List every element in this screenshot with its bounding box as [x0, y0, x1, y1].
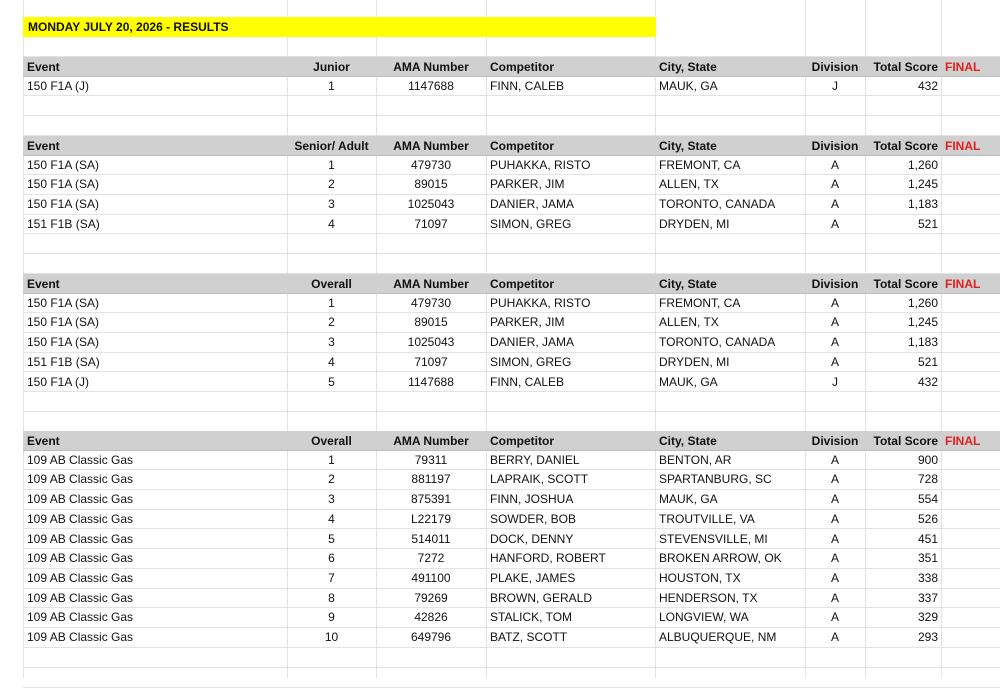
table-row — [23, 589, 1000, 609]
header-division[interactable]: Division — [811, 277, 859, 291]
cell-division[interactable]: A — [830, 492, 839, 507]
table-row — [23, 294, 1000, 314]
header-place[interactable]: Overall — [311, 434, 352, 448]
cell-division[interactable]: A — [830, 511, 839, 526]
empty-row — [23, 234, 1000, 254]
cell-city-state[interactable]: BROKEN ARROW, OK — [659, 551, 782, 566]
cell-event[interactable]: 151 F1B (SA) — [27, 216, 100, 231]
header-ama-number[interactable]: AMA Number — [393, 60, 469, 74]
header-ama-number[interactable]: AMA Number — [393, 434, 469, 448]
cell-total-score[interactable]: 1,260 — [907, 157, 938, 172]
cell-city-state[interactable]: STEVENSVILLE, MI — [659, 531, 768, 546]
cell-ama-number[interactable]: 1147688 — [408, 78, 454, 93]
cell-event[interactable]: 109 AB Classic Gas — [27, 570, 134, 585]
cell-total-score[interactable]: 526 — [917, 511, 938, 526]
header-competitor[interactable]: Competitor — [490, 139, 554, 153]
table-header-row — [23, 136, 1000, 156]
cell-city-state[interactable]: TROUTVILLE, VA — [659, 511, 755, 526]
cell-ama-number[interactable]: 79269 — [414, 590, 448, 605]
empty-row — [23, 96, 1000, 116]
cell-place[interactable]: 9 — [328, 610, 335, 625]
cell-event[interactable]: 109 AB Classic Gas — [27, 590, 134, 605]
table-header-row — [23, 274, 1000, 294]
cell-city-state[interactable]: FREMONT, CA — [659, 295, 741, 310]
cell-place[interactable]: 1 — [328, 295, 335, 310]
cell-place[interactable]: 3 — [328, 197, 335, 212]
empty-row — [23, 254, 1000, 274]
table-header-row — [23, 431, 1000, 451]
header-final[interactable]: FINAL — [945, 139, 981, 153]
header-city-state[interactable]: City, State — [659, 434, 717, 448]
cell-total-score[interactable]: 432 — [917, 374, 938, 389]
header-event[interactable]: Event — [27, 434, 60, 448]
table-row — [23, 353, 1000, 373]
table-row — [23, 569, 1000, 589]
table-header-row — [23, 57, 1000, 77]
cell-city-state[interactable]: MAUK, GA — [659, 492, 718, 507]
cell-place[interactable]: 8 — [328, 590, 335, 605]
cell-ama-number[interactable]: 875391 — [410, 492, 452, 507]
table-row — [23, 333, 1000, 353]
cell-total-score[interactable]: 900 — [917, 452, 938, 467]
cell-ama-number[interactable]: 479730 — [410, 157, 452, 172]
cell-competitor[interactable]: DANIER, JAMA — [490, 335, 575, 350]
cell-city-state[interactable]: TORONTO, CANADA — [659, 197, 776, 212]
empty-row — [23, 412, 1000, 432]
header-event[interactable]: Event — [27, 60, 60, 74]
cell-place[interactable]: 5 — [328, 374, 335, 389]
cell-place[interactable]: 7 — [328, 570, 335, 585]
cell-ama-number[interactable]: 1025043 — [407, 335, 455, 350]
cell-city-state[interactable]: SPARTANBURG, SC — [659, 472, 772, 487]
cell-ama-number[interactable]: 649796 — [410, 630, 452, 644]
header-competitor[interactable]: Competitor — [490, 434, 554, 448]
cell-place[interactable]: 4 — [328, 216, 335, 231]
cell-ama-number[interactable]: 514011 — [411, 531, 451, 546]
cell-total-score[interactable]: 1,245 — [907, 177, 938, 192]
cell-place[interactable]: 1 — [328, 157, 335, 172]
cell-ama-number[interactable]: 71097 — [414, 216, 448, 231]
header-total-score[interactable]: Total Score — [873, 60, 938, 74]
header-event[interactable]: Event — [27, 139, 60, 153]
cell-place[interactable]: 5 — [328, 531, 335, 546]
table-row — [23, 373, 1000, 393]
cell-city-state[interactable]: MAUK, GA — [659, 374, 718, 389]
cell-division[interactable]: A — [830, 472, 839, 487]
cell-ama-number[interactable]: 42826 — [414, 610, 448, 625]
cell-event[interactable]: 109 AB Classic Gas — [27, 630, 134, 644]
cell-total-score[interactable]: 337 — [917, 590, 938, 605]
empty-row — [23, 37, 1000, 57]
cell-ama-number[interactable]: 881197 — [411, 472, 451, 487]
cell-competitor[interactable]: PARKER, JIM — [490, 315, 565, 330]
title-cell[interactable] — [23, 17, 656, 37]
cell-city-state[interactable]: LONGVIEW, WA — [659, 610, 749, 625]
cell-division[interactable]: A — [830, 630, 839, 644]
cell-ama-number[interactable]: 1147688 — [408, 374, 454, 389]
cell-total-score[interactable]: 728 — [917, 472, 938, 487]
table-row — [23, 195, 1000, 215]
cell-division[interactable]: A — [830, 354, 839, 369]
cell-division[interactable]: J — [832, 374, 838, 389]
cell-event[interactable]: 150 F1A (J) — [27, 78, 90, 93]
cell-competitor[interactable]: BATZ, SCOTT — [490, 630, 568, 644]
cell-division[interactable]: A — [830, 551, 839, 566]
cell-division[interactable]: A — [830, 452, 839, 467]
cell-event[interactable]: 109 AB Classic Gas — [27, 492, 134, 507]
cell-event[interactable]: 150 F1A (SA) — [27, 157, 100, 172]
cell-competitor[interactable]: STALICK, TOM — [490, 610, 573, 625]
cell-division[interactable]: A — [830, 610, 839, 625]
cell-competitor[interactable]: PUHAKKA, RISTO — [490, 157, 591, 172]
cell-ama-number[interactable]: 7272 — [417, 551, 445, 566]
cell-ama-number[interactable]: 79311 — [414, 452, 448, 467]
cell-event[interactable]: 151 F1B (SA) — [27, 354, 100, 369]
cell-competitor[interactable]: LAPRAIK, SCOTT — [490, 472, 589, 487]
cell-competitor[interactable]: FINN, CALEB — [490, 78, 565, 93]
header-city-state[interactable]: City, State — [659, 60, 717, 74]
cell-place[interactable]: 2 — [328, 177, 335, 192]
cell-city-state[interactable]: MAUK, GA — [659, 78, 718, 93]
header-total-score[interactable]: Total Score — [873, 277, 938, 291]
empty-row — [23, 392, 1000, 412]
cell-division[interactable]: A — [830, 531, 839, 546]
cell-event[interactable]: 109 AB Classic Gas — [27, 551, 134, 566]
cell-place[interactable]: 2 — [328, 315, 335, 330]
header-total-score[interactable]: Total Score — [873, 434, 938, 448]
cell-competitor[interactable]: PLAKE, JAMES — [490, 570, 576, 585]
cell-event[interactable]: 150 F1A (SA) — [27, 315, 100, 330]
cell-competitor[interactable]: SOWDER, BOB — [490, 511, 577, 526]
cell-ama-number[interactable]: 491100 — [411, 570, 451, 585]
cell-city-state[interactable]: TORONTO, CANADA — [659, 335, 776, 350]
cell-division[interactable]: A — [830, 315, 839, 330]
header-ama-number[interactable]: AMA Number — [393, 139, 469, 153]
cell-event[interactable]: 150 F1A (SA) — [27, 197, 100, 212]
table-row — [23, 156, 1000, 176]
table-row — [23, 530, 1000, 550]
cell-ama-number[interactable]: 479730 — [410, 295, 452, 310]
cell-competitor[interactable]: HANFORD, ROBERT — [490, 551, 606, 566]
table-row — [23, 490, 1000, 510]
header-city-state[interactable]: City, State — [659, 277, 717, 291]
header-place[interactable]: Junior — [313, 60, 350, 74]
cell-place[interactable]: 1 — [328, 452, 335, 467]
table-row — [23, 549, 1000, 569]
cell-place[interactable]: 6 — [328, 551, 335, 566]
cell-event[interactable]: 150 F1A (SA) — [27, 335, 100, 350]
table-row — [23, 628, 1000, 648]
cell-total-score[interactable]: 554 — [917, 492, 938, 507]
empty-row — [23, 648, 1000, 668]
cell-total-score[interactable]: 432 — [917, 78, 938, 93]
cell-competitor[interactable]: PUHAKKA, RISTO — [490, 295, 591, 310]
cell-total-score[interactable]: 521 — [917, 216, 938, 231]
header-division[interactable]: Division — [811, 434, 859, 448]
cell-total-score[interactable]: 1,245 — [907, 315, 938, 330]
cell-city-state[interactable]: DRYDEN, MI — [659, 216, 730, 231]
header-event[interactable]: Event — [27, 277, 60, 291]
cell-city-state[interactable]: ALLEN, TX — [659, 177, 719, 192]
cell-city-state[interactable]: FREMONT, CA — [659, 157, 741, 172]
cell-place[interactable]: 3 — [328, 492, 335, 507]
cell-total-score[interactable]: 1,260 — [907, 295, 938, 310]
cell-division[interactable]: A — [830, 590, 839, 605]
cell-city-state[interactable]: HOUSTON, TX — [659, 570, 741, 585]
cell-division[interactable]: A — [830, 177, 839, 192]
cell-competitor[interactable]: SIMON, GREG — [490, 216, 572, 231]
cell-total-score[interactable]: 451 — [917, 531, 938, 546]
cell-ama-number[interactable]: 89015 — [414, 315, 448, 330]
cell-place[interactable]: 3 — [328, 335, 335, 350]
cell-division[interactable]: J — [832, 78, 838, 93]
header-division[interactable]: Division — [811, 60, 859, 74]
cell-city-state[interactable]: ALBUQUERQUE, NM — [659, 630, 777, 644]
cell-division[interactable]: A — [830, 157, 839, 172]
cell-event[interactable]: 109 AB Classic Gas — [27, 472, 134, 487]
header-final[interactable]: FINAL — [945, 60, 981, 74]
table-row — [23, 470, 1000, 490]
cell-competitor[interactable]: FINN, JOSHUA — [490, 492, 574, 507]
cell-division[interactable]: A — [830, 216, 839, 231]
cell-division[interactable]: A — [830, 570, 839, 585]
table-row — [23, 451, 1000, 471]
table-row — [23, 608, 1000, 628]
cell-ama-number[interactable]: 1025043 — [407, 197, 455, 212]
header-city-state[interactable]: City, State — [659, 139, 717, 153]
cell-division[interactable]: A — [830, 295, 839, 310]
cell-competitor[interactable]: FINN, CALEB — [490, 374, 565, 389]
empty-row — [23, 116, 1000, 136]
cell-place[interactable]: 1 — [328, 78, 335, 93]
header-ama-number[interactable]: AMA Number — [393, 277, 469, 291]
header-final[interactable]: FINAL — [945, 434, 981, 448]
header-place[interactable]: Overall — [311, 277, 352, 291]
header-competitor[interactable]: Competitor — [490, 277, 554, 291]
cell-total-score[interactable]: 1,183 — [907, 335, 938, 350]
cell-place[interactable]: 2 — [328, 472, 335, 487]
cell-ama-number[interactable]: 89015 — [414, 177, 448, 192]
cell-competitor[interactable]: DOCK, DENNY — [490, 531, 574, 546]
cell-total-score[interactable]: 521 — [917, 354, 938, 369]
table-row — [23, 510, 1000, 530]
header-competitor[interactable]: Competitor — [490, 60, 554, 74]
cell-total-score[interactable]: 351 — [917, 551, 938, 566]
page-title: MONDAY JULY 20, 2026 - RESULTS — [28, 20, 229, 34]
cell-total-score[interactable]: 338 — [917, 570, 938, 585]
cell-total-score[interactable]: 329 — [917, 610, 938, 625]
cell-place[interactable]: 4 — [328, 354, 335, 369]
cell-place[interactable]: 10 — [324, 630, 339, 644]
cell-place[interactable]: 4 — [328, 511, 335, 526]
cell-event[interactable]: 109 AB Classic Gas — [27, 511, 134, 526]
cell-competitor[interactable]: PARKER, JIM — [490, 177, 565, 192]
cell-competitor[interactable]: BROWN, GERALD — [490, 590, 593, 605]
cell-event[interactable]: 109 AB Classic Gas — [27, 452, 134, 467]
header-final[interactable]: FINAL — [945, 277, 981, 291]
cell-city-state[interactable]: DRYDEN, MI — [659, 354, 730, 369]
table-row — [23, 77, 1000, 97]
cell-total-score[interactable]: 293 — [917, 630, 938, 644]
table-row — [23, 175, 1000, 195]
table-row — [23, 215, 1000, 235]
cell-total-score[interactable]: 1,183 — [907, 197, 938, 212]
cell-city-state[interactable]: HENDERSON, TX — [659, 590, 758, 605]
header-place[interactable]: Senior/ Adult — [294, 139, 369, 153]
header-division[interactable]: Division — [811, 139, 859, 153]
cell-event[interactable]: 150 F1A (SA) — [27, 177, 100, 192]
cell-city-state[interactable]: BENTON, AR — [659, 452, 732, 467]
cell-city-state[interactable]: ALLEN, TX — [659, 315, 719, 330]
header-total-score[interactable]: Total Score — [873, 139, 938, 153]
table-row — [23, 313, 1000, 333]
cell-division[interactable]: A — [830, 335, 839, 350]
cell-division[interactable]: A — [830, 197, 839, 212]
cell-ama-number[interactable]: 71097 — [414, 354, 448, 369]
cell-competitor[interactable]: SIMON, GREG — [490, 354, 572, 369]
cell-event[interactable]: 150 F1A (J) — [27, 374, 90, 389]
cell-competitor[interactable]: DANIER, JAMA — [490, 197, 575, 212]
cell-ama-number[interactable]: L22179 — [410, 511, 452, 526]
cell-event[interactable]: 109 AB Classic Gas — [27, 610, 134, 625]
cell-competitor[interactable]: BERRY, DANIEL — [490, 452, 580, 467]
cell-event[interactable]: 109 AB Classic Gas — [27, 531, 134, 546]
cell-event[interactable]: 150 F1A (SA) — [27, 295, 100, 310]
